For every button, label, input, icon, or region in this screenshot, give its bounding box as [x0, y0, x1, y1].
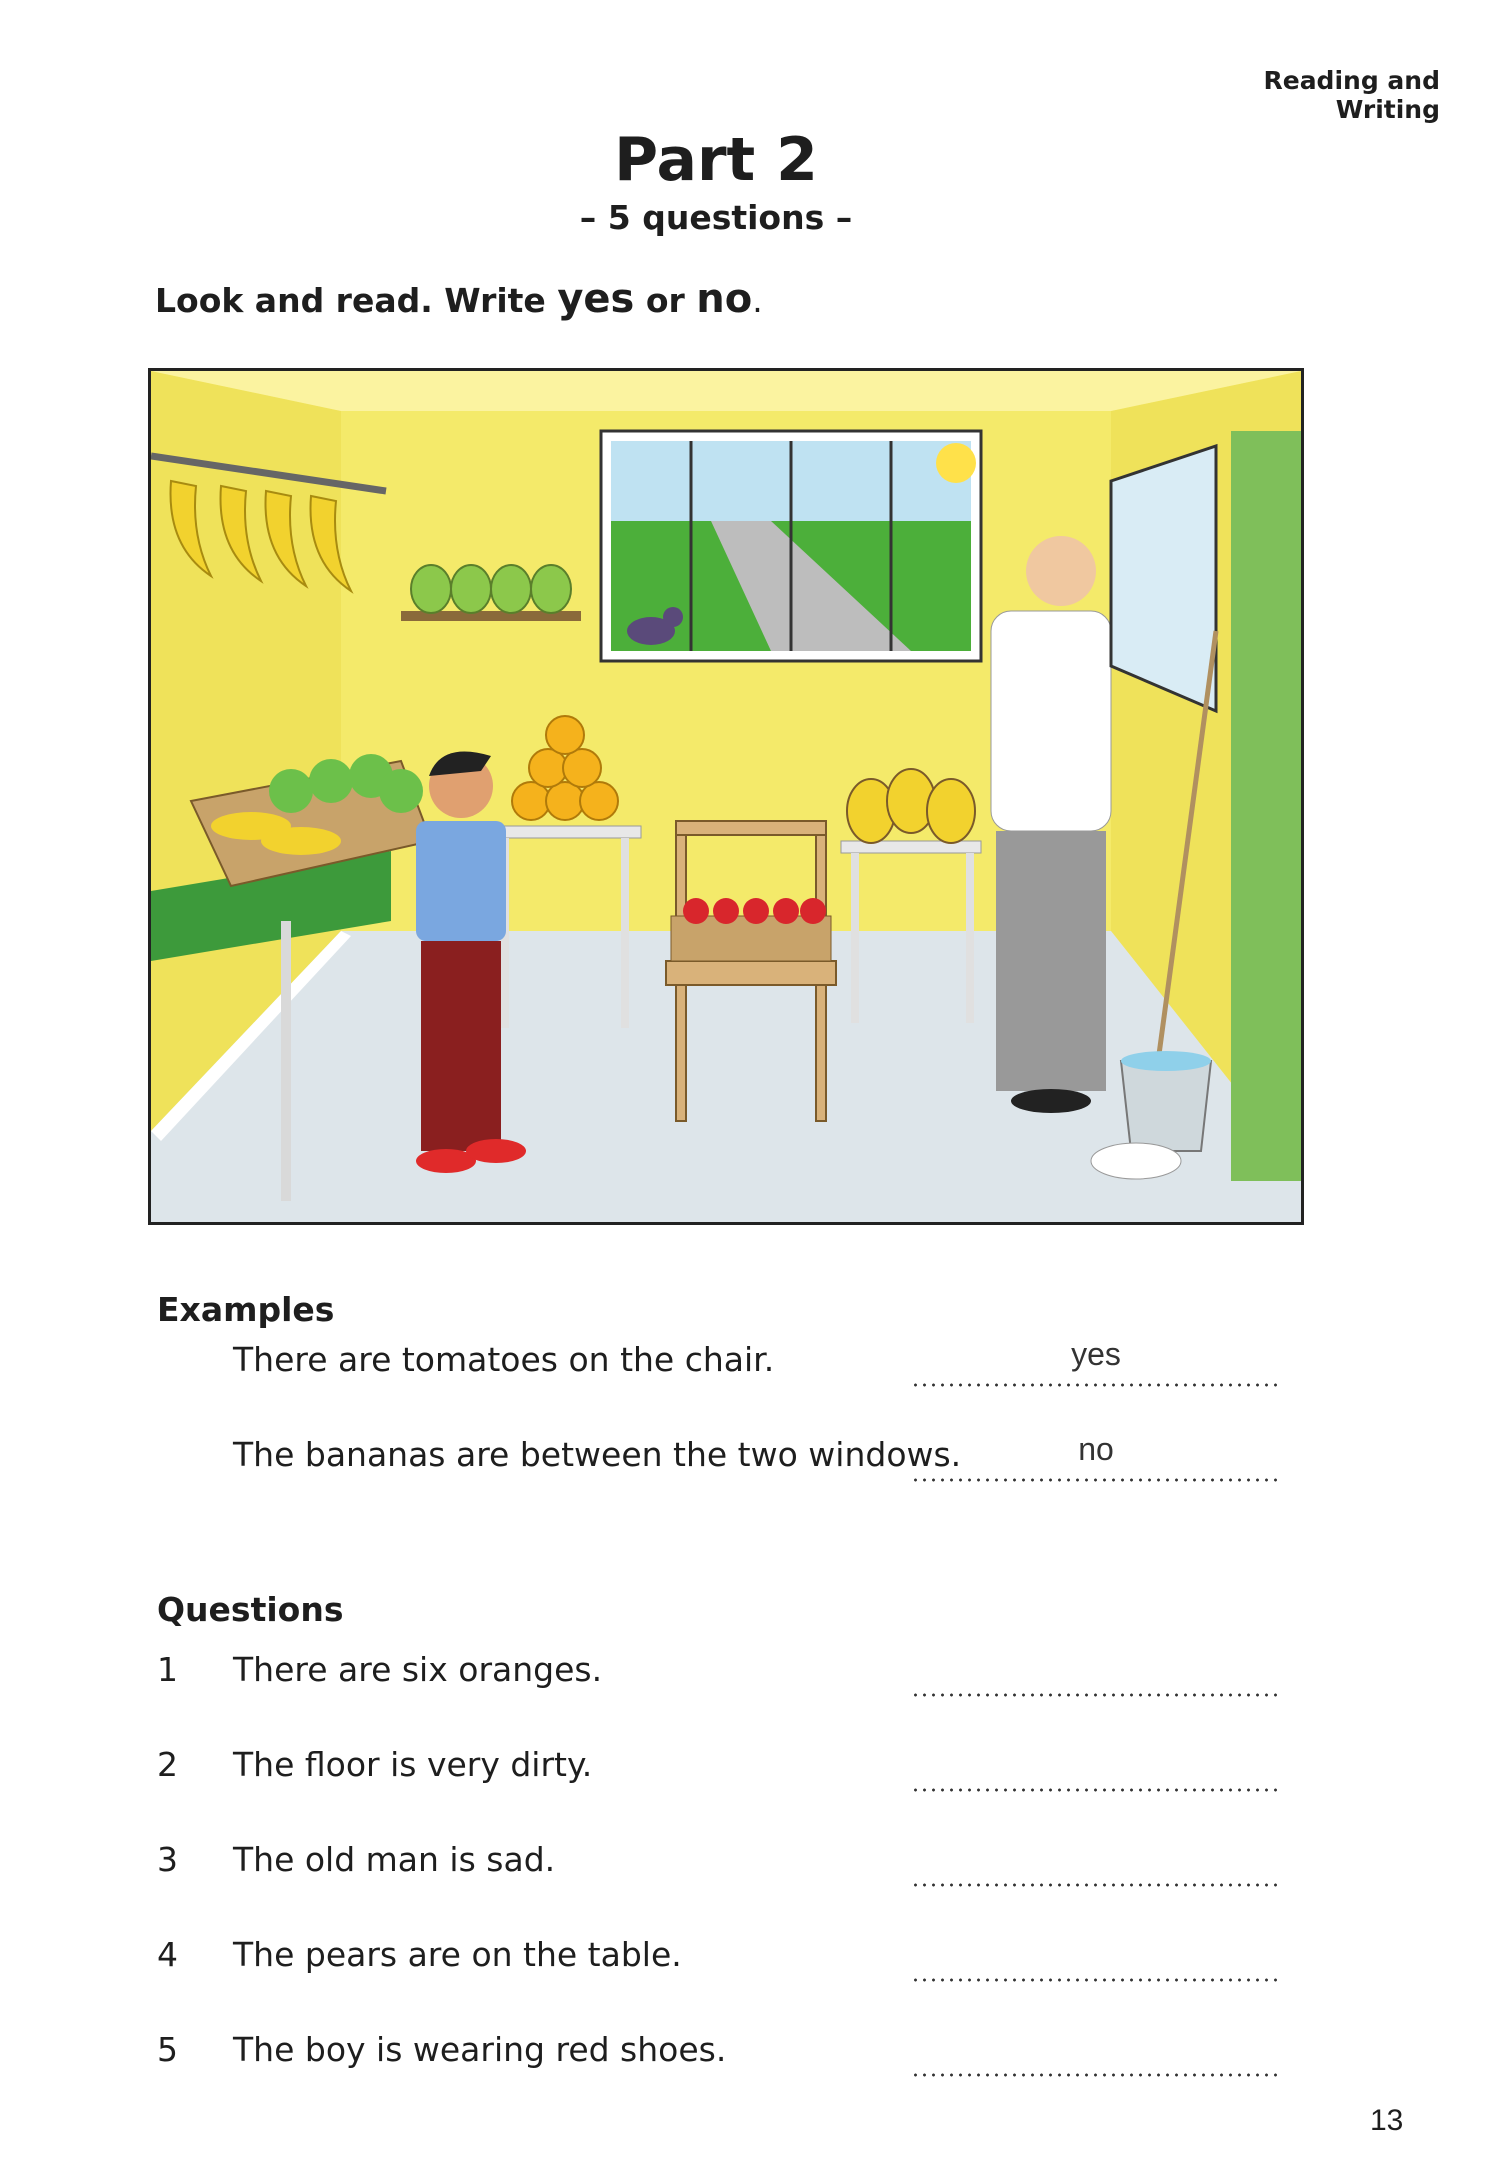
question-text: The boy is wearing red shoes.: [233, 2030, 727, 2069]
example-row: [157, 1336, 1281, 1390]
old-man: [991, 536, 1111, 1113]
example-text: The bananas are between the two windows.: [233, 1435, 962, 1474]
example-row: [157, 1431, 1281, 1485]
answer-line[interactable]: [911, 1785, 1281, 1795]
questions-title: Questions: [157, 1590, 344, 1629]
instruction-end: .: [752, 281, 763, 320]
examples-title: Examples: [157, 1290, 335, 1329]
answer-line: [911, 1475, 1281, 1485]
instruction-no: no: [696, 276, 753, 322]
question-number: 4: [157, 1935, 178, 1974]
example-text: There are tomatoes on the chair.: [233, 1340, 775, 1379]
section-header: Reading and Writing: [1263, 66, 1440, 124]
answer-line[interactable]: [911, 2070, 1281, 2080]
question-number: 5: [157, 2030, 178, 2069]
question-row: [157, 1840, 1281, 1890]
example-answer: yes: [1071, 1336, 1121, 1372]
instruction-lead: Look and read. Write: [155, 281, 546, 320]
question-number: 3: [157, 1840, 178, 1879]
question-row: [157, 1935, 1281, 1985]
question-text: The pears are on the table.: [233, 1935, 682, 1974]
example-answer: no: [1078, 1431, 1114, 1467]
question-number: 1: [157, 1650, 178, 1689]
question-row: [157, 1745, 1281, 1795]
question-row: [157, 2030, 1281, 2080]
shop-illustration: [148, 368, 1304, 1225]
question-text: The floor is very dirty.: [233, 1745, 593, 1784]
question-text: There are six oranges.: [233, 1650, 603, 1689]
part-subtitle: – 5 questions –: [579, 198, 853, 237]
pineapples: [847, 769, 975, 843]
part-title: Part 2: [614, 125, 818, 195]
bucket: [1121, 1051, 1211, 1151]
answer-line[interactable]: [911, 1690, 1281, 1700]
instruction-yes: yes: [557, 276, 635, 322]
answer-line[interactable]: [911, 1975, 1281, 1985]
answer-line: [911, 1380, 1281, 1390]
page-number: 13: [1370, 2104, 1404, 2137]
question-row: [157, 1650, 1281, 1700]
answer-line[interactable]: [911, 1880, 1281, 1890]
question-number: 2: [157, 1745, 178, 1784]
instruction: [155, 276, 763, 322]
tomatoes: [671, 898, 831, 961]
instruction-or: or: [645, 281, 685, 320]
question-text: The old man is sad.: [233, 1840, 556, 1879]
